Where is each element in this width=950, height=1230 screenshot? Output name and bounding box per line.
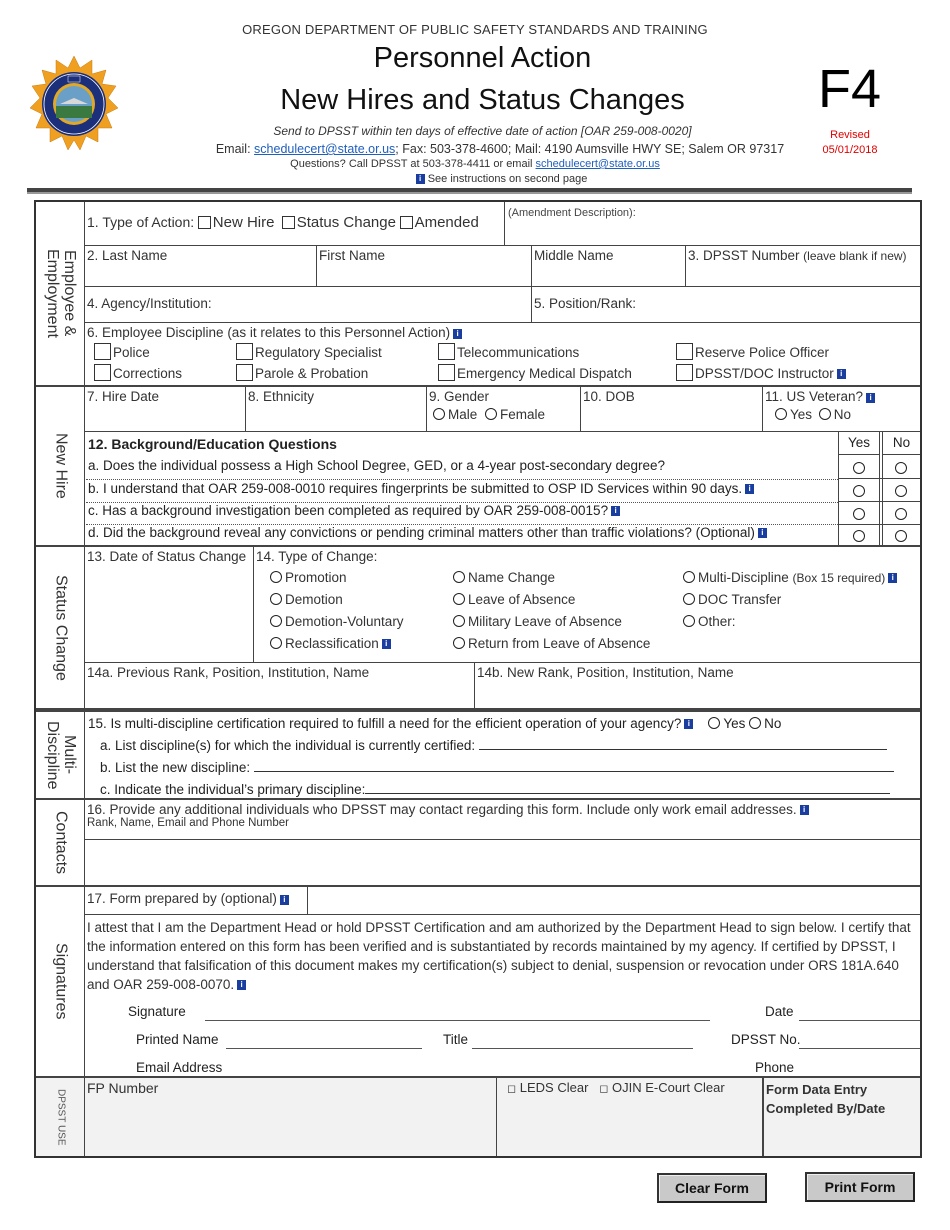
change-other[interactable]: Other: bbox=[683, 614, 736, 629]
change-doc-transfer[interactable]: DOC Transfer bbox=[683, 592, 781, 607]
date-label: Date bbox=[765, 1004, 794, 1019]
first-name-field[interactable]: First Name bbox=[317, 246, 532, 287]
signature-label: Signature bbox=[128, 1004, 186, 1019]
multi-primary-field[interactable]: c. Indicate the individual’s primary discipline: bbox=[100, 782, 890, 797]
dpsst-no-input[interactable] bbox=[799, 1048, 920, 1049]
question-d: d. Did the background reveal any convictions or pending criminal matters other than traffic violations? (Optional) i bbox=[88, 525, 767, 540]
multi-current-field[interactable]: a. List discipline(s) for which the individual is currently certified: bbox=[100, 738, 887, 753]
new-hire-checkbox[interactable] bbox=[198, 216, 211, 229]
divider bbox=[838, 524, 920, 525]
info-icon[interactable]: i bbox=[280, 895, 289, 905]
info-icon[interactable]: i bbox=[888, 573, 897, 583]
title-label: Title bbox=[443, 1032, 469, 1047]
dpsst-no-label: DPSST No. bbox=[731, 1032, 801, 1047]
col-yes-header: Yes bbox=[838, 432, 880, 455]
contacts-input[interactable] bbox=[85, 840, 920, 887]
attestation-text: I attest that I am the Department Head or hold DPSST Certification and am authorized by the Department Head to sign below. I certify that the information entered on this form has been verified and is substantiated by records maintained by my agency. If certified by DPSST, I understand that falsification of this document makes my certification(s) subject to denial, suspension or revocation under ORS 181A.640 and OAR 259-008-0070. i bbox=[87, 920, 911, 992]
change-promotion[interactable]: Promotion bbox=[270, 570, 347, 585]
discipline-dpsst-doc-instructor[interactable]: DPSST/DOC Instructor i bbox=[676, 364, 846, 381]
change-leave-of-absence[interactable]: Leave of Absence bbox=[453, 592, 575, 607]
checkbox[interactable] bbox=[236, 364, 253, 381]
revised-date bbox=[800, 128, 900, 158]
info-icon[interactable]: i bbox=[382, 639, 391, 649]
gender-field: 9. Gender Male Female bbox=[427, 387, 581, 432]
discipline-parole-probation[interactable]: Parole & Probation bbox=[236, 364, 368, 381]
discipline-reserve-police-officer[interactable]: Reserve Police Officer bbox=[676, 343, 829, 360]
col-no-header: No bbox=[882, 432, 920, 455]
fax-mail-text: ; Fax: 503-378-4600; Mail: 4190 Aumsville HWY SE; Salem OR 97317 bbox=[395, 142, 785, 156]
info-icon[interactable]: i bbox=[800, 805, 809, 815]
signature-input[interactable] bbox=[205, 1020, 710, 1021]
section-label-signatures: Signatures bbox=[36, 887, 85, 1076]
phone-label: Phone bbox=[755, 1060, 795, 1075]
discipline-telecommunications[interactable]: Telecommunications bbox=[438, 343, 579, 360]
veteran-yes-radio[interactable] bbox=[775, 408, 787, 420]
questions-line bbox=[0, 158, 950, 170]
us-veteran-field: 11. US Veteran? i Yes No bbox=[763, 387, 920, 432]
previous-rank-field[interactable]: 14a. Previous Rank, Position, Institution, Name bbox=[85, 663, 475, 710]
questions-email-link[interactable]: schedulecert@state.or.us bbox=[535, 158, 660, 170]
divider bbox=[86, 479, 838, 480]
fp-number-field[interactable]: FP Number bbox=[85, 1078, 497, 1156]
checkbox[interactable] bbox=[676, 343, 693, 360]
info-icon[interactable]: i bbox=[758, 528, 767, 538]
dpsst-number-field[interactable]: 3. DPSST Number (leave blank if new) bbox=[686, 246, 920, 287]
printed-name-label: Printed Name bbox=[136, 1032, 219, 1047]
info-icon[interactable]: i bbox=[837, 369, 846, 379]
form-prepared-by-label: 17. Form prepared by (optional) i bbox=[85, 887, 308, 915]
discipline-regulatory-specialist[interactable]: Regulatory Specialist bbox=[236, 343, 382, 360]
info-icon[interactable]: i bbox=[684, 719, 693, 729]
form-code: F4 bbox=[818, 59, 882, 119]
section-contacts bbox=[36, 800, 920, 887]
agency-field[interactable]: 4. Agency/Institution: bbox=[85, 287, 532, 323]
email-address-label: Email Address bbox=[136, 1060, 223, 1075]
background-questions-title: 12. Background/Education Questions bbox=[88, 436, 337, 452]
phone-input[interactable] bbox=[799, 1057, 920, 1075]
header-divider bbox=[27, 188, 912, 194]
section-label-status-change: Status Change bbox=[36, 547, 85, 708]
divider bbox=[838, 478, 920, 479]
question-d-no-radio[interactable] bbox=[895, 530, 907, 542]
last-name-field[interactable]: 2. Last Name bbox=[85, 246, 317, 287]
question-d-yes-radio[interactable] bbox=[853, 530, 865, 542]
personnel-action-form bbox=[34, 200, 922, 1158]
change-multi-discipline[interactable]: Multi-Discipline (Box 15 required) i bbox=[683, 570, 897, 585]
section-status-change bbox=[36, 547, 920, 710]
type-of-action-label: 1. Type of Action: bbox=[87, 214, 195, 230]
info-icon[interactable]: i bbox=[416, 174, 425, 184]
change-name-change[interactable]: Name Change bbox=[453, 570, 555, 585]
info-icon[interactable]: i bbox=[237, 980, 246, 990]
multi-question: 15. Is multi-discipline certification required to fulfill a need for the efficient operation of your agency? i Yes No bbox=[88, 716, 782, 731]
question-a: a. Does the individual possess a High School Degree, GED, or a 4-year post-secondary degree? bbox=[88, 458, 666, 473]
discipline-emergency-medical-dispatch[interactable]: Emergency Medical Dispatch bbox=[438, 364, 632, 381]
ethnicity-field[interactable]: 8. Ethnicity bbox=[246, 387, 427, 432]
veteran-no-radio[interactable] bbox=[819, 408, 831, 420]
type-of-change-group: 14. Type of Change: bbox=[254, 547, 920, 663]
dob-field[interactable]: 10. DOB bbox=[581, 387, 763, 432]
checkbox[interactable] bbox=[94, 343, 111, 360]
send-to-note: Send to DPSST within ten days of effective date of action [OAR 259-008-0020] bbox=[273, 124, 692, 138]
question-c-yes-radio[interactable] bbox=[853, 508, 865, 520]
employee-discipline-group: 6. Employee Discipline (as it relates to this Personnel Action) i bbox=[85, 323, 920, 385]
checkbox[interactable] bbox=[236, 343, 253, 360]
clear-form-button[interactable]: Clear Form bbox=[657, 1173, 767, 1203]
printed-name-input[interactable] bbox=[226, 1048, 422, 1049]
change-return-from-leave[interactable]: Return from Leave of Absence bbox=[453, 636, 650, 651]
change-reclassification[interactable]: Reclassification i bbox=[270, 636, 391, 651]
see-instructions bbox=[0, 173, 950, 185]
form-prepared-by-input[interactable] bbox=[308, 887, 920, 915]
amended-checkbox[interactable] bbox=[400, 216, 413, 229]
position-rank-field[interactable]: 5. Position/Rank: bbox=[532, 287, 920, 323]
question-c-no-radio[interactable] bbox=[895, 508, 907, 520]
section-signatures bbox=[36, 887, 920, 1078]
section-label-contacts: Contacts bbox=[36, 800, 85, 885]
gender-female-radio[interactable] bbox=[485, 408, 497, 420]
revised-value: 05/01/2018 bbox=[822, 143, 878, 156]
questions-text: Questions? Call DPSST at 503-378-4411 or email bbox=[290, 158, 533, 170]
multi-yes-radio[interactable] bbox=[708, 717, 720, 729]
type-of-action-field: 1. Type of Action: New Hire Status Change Amended bbox=[85, 202, 505, 246]
divider bbox=[838, 501, 920, 502]
middle-name-field[interactable]: Middle Name bbox=[532, 246, 686, 287]
multi-new-field[interactable]: b. List the new discipline: bbox=[100, 760, 894, 775]
question-b-yes-radio[interactable] bbox=[853, 485, 865, 497]
print-form-button[interactable]: Print Form bbox=[805, 1172, 915, 1202]
hire-date-field[interactable]: 7. Hire Date bbox=[85, 387, 246, 432]
agency-name: OREGON DEPARTMENT OF PUBLIC SAFETY STANDARDS AND TRAINING bbox=[242, 22, 708, 37]
section-label-multi-discipline: Multi- Discipline bbox=[36, 712, 85, 798]
form-data-entry-field[interactable]: Form Data Entry Completed By/Date bbox=[763, 1078, 920, 1156]
section-label-dpsst-use: DPSST USE bbox=[36, 1078, 85, 1156]
info-icon[interactable]: i bbox=[745, 484, 754, 494]
section-label-new-hire: New Hire bbox=[36, 387, 85, 545]
discipline-corrections[interactable]: Corrections bbox=[94, 364, 182, 381]
change-military-leave[interactable]: Military Leave of Absence bbox=[453, 614, 622, 629]
new-rank-field[interactable]: 14b. New Rank, Position, Institution, Name bbox=[477, 665, 734, 680]
leds-clear-checkbox[interactable]: LEDS Clear bbox=[519, 1080, 589, 1095]
form-title-line2: New Hires and Status Changes bbox=[280, 84, 685, 116]
ojin-clear-checkbox[interactable]: OJIN E-Court Clear bbox=[612, 1080, 725, 1095]
change-demotion-voluntary[interactable]: Demotion-Voluntary bbox=[270, 614, 404, 629]
title-input[interactable] bbox=[472, 1048, 693, 1049]
question-a-yes-radio[interactable] bbox=[853, 462, 865, 474]
question-a-no-radio[interactable] bbox=[895, 462, 907, 474]
info-icon[interactable]: i bbox=[453, 329, 462, 339]
clearance-field: ◻ LEDS Clear ◻ OJIN E-Court Clear bbox=[497, 1078, 763, 1156]
section-dpsst-use bbox=[36, 1078, 920, 1156]
date-input[interactable] bbox=[799, 1020, 920, 1021]
contacts-label: 16. Provide any additional individuals who DPSST may contact regarding this form. Include only work email addresses. i Rank, Name, Email and Phone Number bbox=[85, 800, 920, 840]
discipline-police[interactable]: Police bbox=[94, 343, 150, 360]
checkbox[interactable] bbox=[438, 343, 455, 360]
email-label: Email: bbox=[215, 142, 251, 156]
question-c: c. Has a background investigation been completed as required by OAR 259-008-0015? i bbox=[88, 503, 620, 518]
info-icon[interactable]: i bbox=[866, 393, 875, 403]
section-new-hire bbox=[36, 387, 920, 547]
section-multi-discipline bbox=[36, 710, 920, 800]
see-instructions-text: See instructions on second page bbox=[427, 173, 588, 185]
section-label-employee: Employee & Employment bbox=[36, 202, 85, 385]
checkbox[interactable] bbox=[94, 364, 111, 381]
section-employee bbox=[36, 202, 920, 387]
status-change-checkbox[interactable] bbox=[282, 216, 295, 229]
checkbox[interactable] bbox=[438, 364, 455, 381]
question-b: b. I understand that OAR 259-008-0010 requires fingerprints be submitted to OSP ID Services within 90 days. i bbox=[88, 481, 754, 496]
gender-male-radio[interactable] bbox=[433, 408, 445, 420]
form-title-line1: Personnel Action bbox=[373, 42, 592, 74]
checkbox[interactable] bbox=[676, 364, 693, 381]
date-of-status-change-field[interactable]: 13. Date of Status Change bbox=[85, 547, 254, 663]
email-link[interactable]: schedulecert@state.or.us bbox=[254, 142, 396, 156]
email-address-input[interactable] bbox=[226, 1057, 696, 1075]
question-b-no-radio[interactable] bbox=[895, 485, 907, 497]
multi-no-radio[interactable] bbox=[749, 717, 761, 729]
change-demotion[interactable]: Demotion bbox=[270, 592, 343, 607]
info-icon[interactable]: i bbox=[611, 506, 620, 516]
amendment-description-field[interactable]: (Amendment Description): bbox=[505, 202, 920, 246]
revised-label: Revised bbox=[830, 129, 870, 141]
